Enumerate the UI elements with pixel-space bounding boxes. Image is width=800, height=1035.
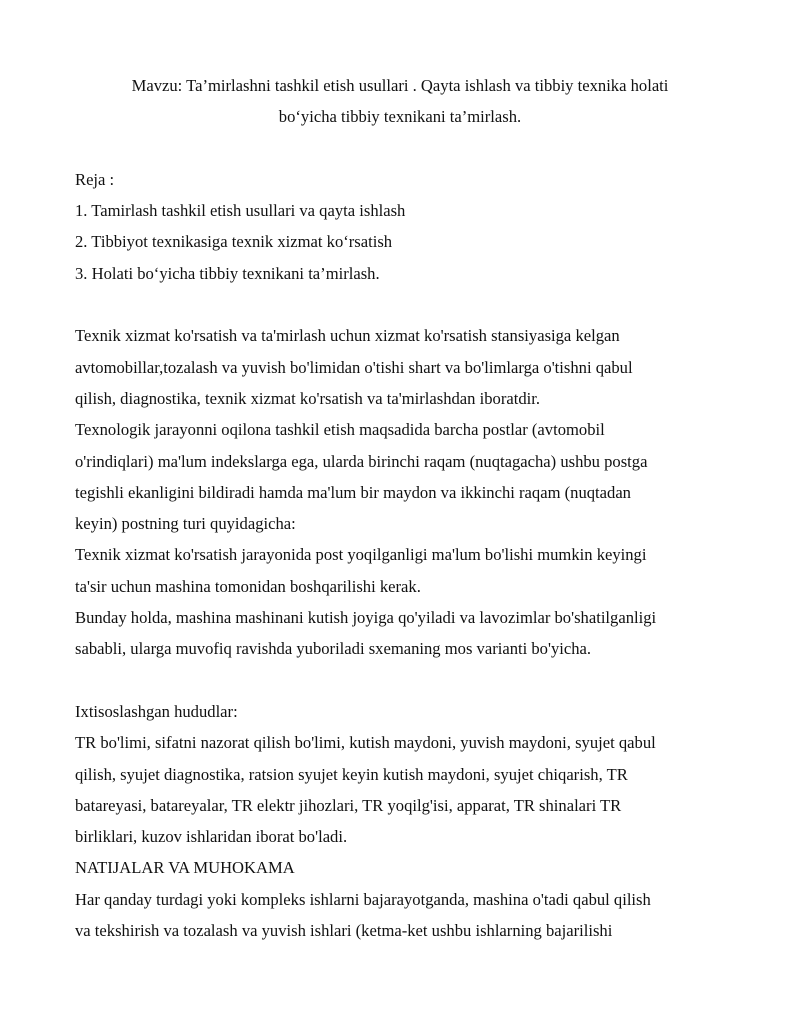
text-line: keyin) postning turi quyidagicha:	[75, 514, 296, 534]
areas-heading: Ixtisoslashgan hududlar:	[75, 701, 238, 721]
plan-item: 2. Tibbiyot texnikasiga texnik xizmat ko‘rsatish	[75, 232, 393, 252]
text-line: sababli, ularga muvofiq ravishda yuboriladi sxemaning mos varianti bo'yicha.	[75, 639, 592, 659]
paragraph-6	[75, 884, 725, 947]
text-line: tegishli ekanligini bildiradi hamda ma'lum bir maydon va ikkinchi raqam (nuqtadan	[75, 482, 631, 502]
document-title	[75, 70, 725, 133]
results-heading: NATIJALAR VA MUHOKAMA	[75, 858, 295, 878]
paragraph-1	[75, 320, 725, 414]
title-line-1: Mavzu: Ta’mirlashni tashkil etish usullari . Qayta ishlash va tibbiy texnika holati	[131, 76, 669, 95]
spacer	[75, 665, 725, 696]
plan-section	[75, 164, 725, 289]
text-line: Bunday holda, mashina mashinani kutish joyiga qo'yiladi va lavozimlar bo'shatilganligi	[75, 608, 657, 628]
title-line-2: bo‘yicha tibbiy texnikani ta’mirlash.	[278, 107, 522, 127]
text-line: Har qanday turdagi yoki kompleks ishlarni bajarayotganda, mashina o'tadi qabul qilish	[75, 889, 651, 909]
text-line: TR bo'limi, sifatni nazorat qilish bo'limi, kutish maydoni, yuvish maydoni, syujet qabul	[75, 733, 656, 753]
plan-heading: Reja :	[75, 169, 115, 189]
paragraph-3	[75, 539, 725, 602]
text-line: va tekshirish va tozalash va yuvish ishlari (ketma-ket ushbu ishlarning bajarilishi	[75, 921, 613, 941]
paragraph-5	[75, 727, 725, 852]
text-line: Texnologik jarayonni oqilona tashkil etish maqsadida barcha postlar (avtomobil	[75, 420, 605, 440]
text-line: ta'sir uchun mashina tomonidan boshqarilishi kerak.	[75, 576, 421, 596]
text-line: qilish, diagnostika, texnik xizmat ko'rsatish va ta'mirlashdan iboratdir.	[75, 388, 540, 408]
spacer	[75, 289, 725, 320]
text-line: Texnik xizmat ko'rsatish va ta'mirlash uchun xizmat ko'rsatish stansiyasiga kelgan	[75, 326, 620, 346]
spacer	[75, 133, 725, 164]
text-line: batareyasi, batareyalar, TR elektr jihozlari, TR yoqilg'isi, apparat, TR shinalari TR	[75, 795, 622, 815]
text-line: avtomobillar,tozalash va yuvish bo'limidan o'tishi shart va bo'limlarga o'tishni qabul	[75, 357, 633, 377]
paragraph-2	[75, 414, 725, 539]
text-line: qilish, syujet diagnostika, ratsion syujet keyin kutish maydoni, syujet chiqarish, TR	[75, 764, 628, 784]
plan-item: 3. Holati bo‘yicha tibbiy texnikani ta’mirlash.	[75, 263, 380, 283]
document-page	[75, 70, 725, 946]
paragraph-4	[75, 602, 725, 665]
text-line: o'rindiqlari) ma'lum indekslarga ega, ularda birinchi raqam (nuqtagacha) ushbu postga	[75, 451, 648, 471]
text-line: Texnik xizmat ko'rsatish jarayonida post yoqilganligi ma'lum bo'lishi mumkin keyingi	[75, 545, 647, 565]
plan-item: 1. Tamirlash tashkil etish usullari va qayta ishlash	[75, 201, 406, 221]
text-line: birliklari, kuzov ishlaridan iborat bo'ladi.	[75, 827, 348, 847]
